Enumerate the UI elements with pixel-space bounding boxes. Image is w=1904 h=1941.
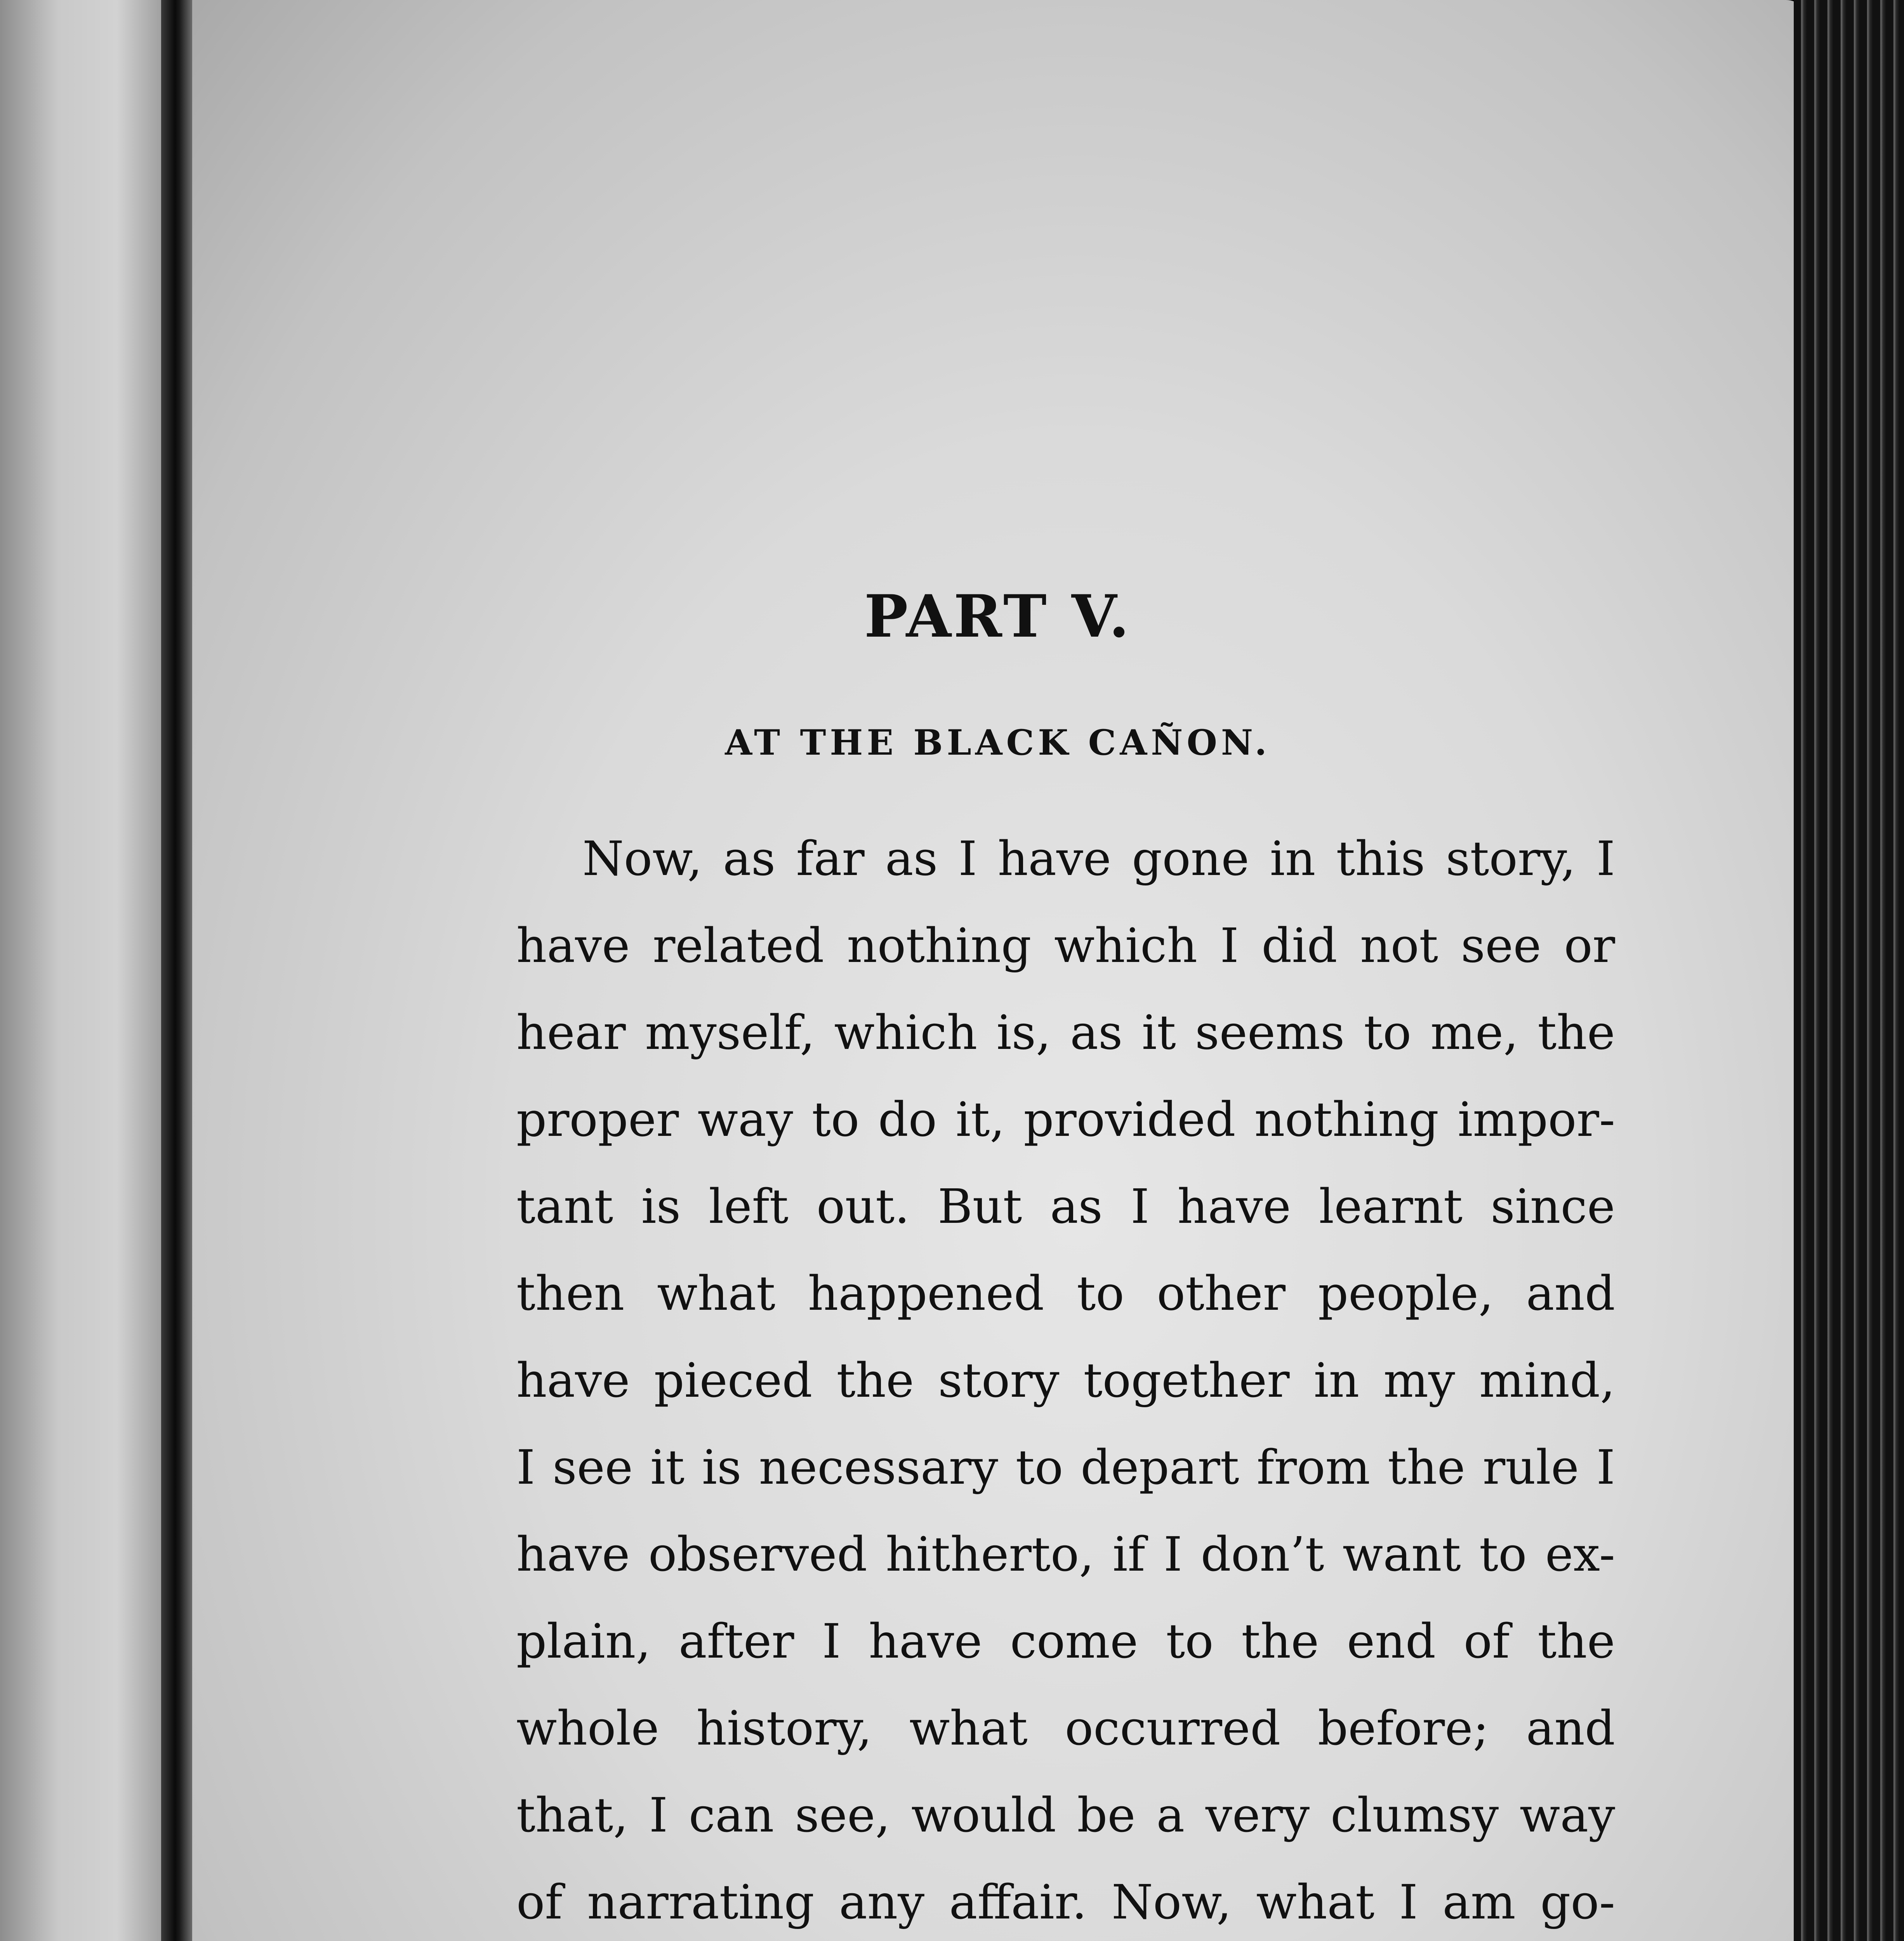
text-line: tant is left out. But as I have learnt since [516, 1179, 1615, 1234]
page-stack-edges [1794, 0, 1904, 1941]
chapter-title: AT THE BLACK CAÑON. [725, 722, 1271, 763]
text-line: have observed hitherto, if I don’t want to ex- [516, 1527, 1615, 1582]
text-line: of narrating any affair. Now, what I am go- [516, 1875, 1615, 1930]
text-line: I see it is necessary to depart from the rule I [516, 1440, 1615, 1495]
text-line: hear myself, which is, as it seems to me, the [516, 1005, 1615, 1060]
book-gutter [161, 0, 192, 1941]
text-line: that, I can see, would be a very clumsy way [516, 1788, 1615, 1843]
facing-page-edge [0, 0, 167, 1941]
body-text [516, 815, 1615, 1941]
text-line: have pieced the story together in my mind, [516, 1353, 1615, 1408]
text-line: Now, as far as I have gone in this story, I [582, 831, 1615, 886]
text-line: whole history, what occurred before; and [516, 1701, 1615, 1756]
text-line: plain, after I have come to the end of the [516, 1614, 1615, 1669]
text-line: then what happened to other people, and [516, 1266, 1615, 1321]
part-heading: PART V. [864, 582, 1132, 651]
text-line: have related nothing which I did not see or [516, 918, 1615, 973]
text-line: proper way to do it, provided nothing impor- [516, 1092, 1615, 1147]
